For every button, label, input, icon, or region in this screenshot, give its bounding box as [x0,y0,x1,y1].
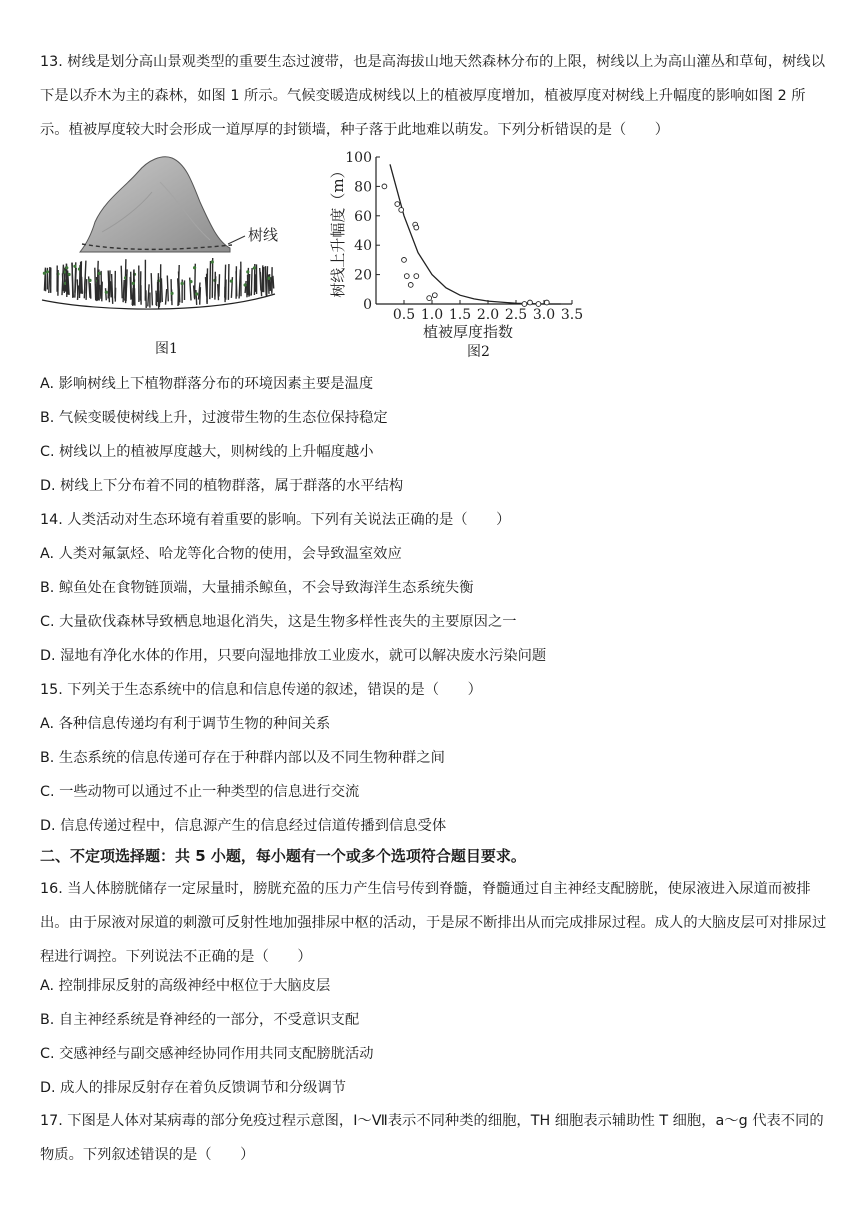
tree-foliage [181,282,184,285]
tree-trunk [49,267,50,293]
data-point [414,274,419,279]
tree-trunk [167,276,168,302]
data-point [404,274,409,279]
q14-option-a: A. 人类对氟氯烃、哈龙等化合物的使用，会导致温室效应 [40,546,402,562]
q16-option-d: D. 成人的排尿反射存在着负反馈调节和分级调节 [40,1080,347,1096]
data-point [414,225,419,230]
tree-trunk [273,276,274,289]
tree-trunk [95,268,96,301]
data-point [536,302,541,307]
tree-foliage [189,280,192,283]
q14-stem: 14. 人类活动对生态环境有着重要的影响。下列有关说法正确的是（ ） [40,512,511,528]
q15-stem: 15. 下列关于生态系统中的信息和信息传递的叙述，错误的是（ ） [40,682,482,698]
figure-2-chart [326,148,590,338]
y-tick-label: 60 [354,208,372,225]
tree-foliage [43,272,46,275]
fit-curve [390,164,561,304]
data-point [427,296,432,301]
tree-trunk [265,266,266,296]
x-tick-label: 1.5 [448,307,472,323]
tree-trunk [249,274,250,297]
q13-option-a: A. 影响树线上下植物群落分布的环境因素主要是温度 [40,376,374,392]
figure-1-caption: 图1 [155,341,178,357]
y-tick-label: 80 [354,179,372,196]
tree-foliage [244,283,247,286]
tree-trunk [200,287,201,305]
tree-trunk [166,289,167,305]
section-2-heading: 二、不定项选择题：共 5 小题，每小题有一个或多个选项符合题目要求。 [40,847,526,865]
tree-foliage [230,280,233,283]
tree-trunk [196,290,197,305]
tree-trunk [228,264,229,300]
tree-trunk [121,266,122,299]
tree-trunk [245,281,246,293]
tree-foliage [246,270,249,273]
tree-foliage [253,266,256,269]
q16-stem: 16. 当人体膀胱储存一定尿量时，膀胱充盈的压力产生信号传到脊髓，脊髓通过自主神经支配膀胱，使尿液进入尿道而被排出。由于尿液对尿道的刺激可反射性地加强排尿中枢的活动，于是尿不断排出从而完成排尿过程。成人的大脑皮层可对排尿过程进行调控。下列说法不正确的是（ ） [40,881,827,965]
tree-trunk [148,284,149,306]
q15-option-c: C. 一些动物可以通过不止一种类型的信息进行交流 [40,784,360,800]
q14-option-d: D. 湿地有净化水体的作用，只要向湿地排放工业废水，就可以解决废水污染问题 [40,648,547,664]
q15-option-a: A. 各种信息传递均有利于调节生物的种间关系 [40,716,331,732]
q15-option-b: B. 生态系统的信息传递可存在于种群内部以及不同生物种群之间 [40,750,445,766]
q16-option-b: B. 自主神经系统是脊神经的一部分，不受意识支配 [40,1012,360,1028]
forest-trees [42,258,275,309]
tree-trunk [219,274,220,296]
tree-trunk [159,291,160,307]
q14-option-b: B. 鲸鱼处在食物链顶端，大量捕杀鲸鱼，不会导致海洋生态系统失衡 [40,580,474,596]
tree-trunk [123,280,124,302]
x-tick-label: 2.5 [504,307,528,323]
q13-stem: 13. 树线是划分高山景观类型的重要生态过渡带，也是高海拔山地天然森林分布的上限，树线以上为高山灌丛和草甸，树线以下是以乔木为主的森林，如图 1 所示。气候变暖造成树线以上的植被厚度增加，植被厚度对树线上升幅度的影响如图 2 所示。植被厚度较大时会形成一道厚厚的封锁墙，种子落于此地难以萌发。下列分析错误的是（ ） [40,54,826,138]
data-point [399,208,404,213]
tree-trunk [262,265,263,292]
q15-option-d: D. 信息传递过程中，信息源产生的信息经过信道传播到信息受体 [40,818,447,834]
tree-trunk [272,277,273,294]
q16-option-c: C. 交感神经与副交感神经协同作用共同支配膀胱活动 [40,1046,374,1062]
q16-option-a: A. 控制排尿反射的高级神经中枢位于大脑皮层 [40,978,331,994]
tree-foliage [211,260,214,263]
tree-trunk [90,283,91,299]
tree-trunk [260,268,261,291]
x-tick-label: 3.0 [532,307,556,323]
data-point [395,202,400,207]
tree-trunk [81,261,82,293]
tree-foliage [73,265,76,268]
y-tick-label: 0 [363,297,372,313]
tree-foliage [193,266,196,269]
tree-trunk [112,274,113,304]
tree-foliage [170,292,173,295]
tree-foliage [88,279,91,282]
tree-trunk [84,277,85,298]
y-tick-label: 20 [354,267,372,284]
tree-trunk [151,273,152,305]
tree-trunk [270,277,271,291]
y-axis-label: 树线上升幅度（m） [329,163,347,298]
tree-trunk [78,285,79,300]
q13-option-d: D. 树线上下分布着不同的植物群落，属于群落的水平结构 [40,478,404,494]
data-point [522,302,527,307]
tree-trunk [248,275,249,295]
q17-stem: 17. 下图是人体对某病毒的部分免疫过程示意图，Ⅰ～Ⅶ表示不同种类的细胞，TH 细胞表示辅助性 T 细胞，a～g 代表不同的物质。下列叙述错误的是（ ） [40,1113,824,1163]
tree-foliage [195,292,198,295]
q13-option-c: C. 树线以上的植被厚度越大，则树线的上升幅度越小 [40,444,374,460]
tree-trunk [111,281,112,297]
tree-trunk [267,266,268,296]
data-point [408,282,413,287]
y-tick-label: 40 [354,238,372,255]
tree-trunk [207,268,208,302]
tree-trunk [86,279,87,300]
tree-trunk [130,277,131,300]
x-axis-label: 植被厚度指数 [422,323,514,338]
tree-foliage [105,291,108,294]
data-point [544,300,549,305]
data-point [382,184,387,189]
data-point [402,258,407,263]
x-tick-label: 0.5 [392,307,416,323]
figure-1-treeline-illustration [40,152,300,322]
figure-2-caption: 图2 [467,344,490,360]
tree-foliage [98,272,101,275]
x-tick-label: 1.0 [420,307,444,323]
tree-foliage [132,282,135,285]
tree-trunk [158,273,159,302]
x-tick-label: 2.0 [476,307,500,323]
q13-option-b: B. 气候变暖使树线上升，过渡带生物的生态位保持稳定 [40,410,388,426]
treeline-label: 树线 [248,226,279,244]
tree-trunk [251,268,252,296]
tree-trunk [210,261,211,299]
data-point [528,300,533,305]
q14-option-c: C. 大量砍伐森林导致栖息地退化消失，这是生物多样性丧失的主要原因之一 [40,614,517,630]
tree-foliage [46,270,49,273]
tree-trunk [161,278,162,302]
data-point [432,293,437,298]
y-tick-label: 100 [345,150,372,166]
x-tick-label: 3.5 [560,307,584,323]
tree-trunk [106,288,107,300]
tree-foliage [65,266,68,269]
